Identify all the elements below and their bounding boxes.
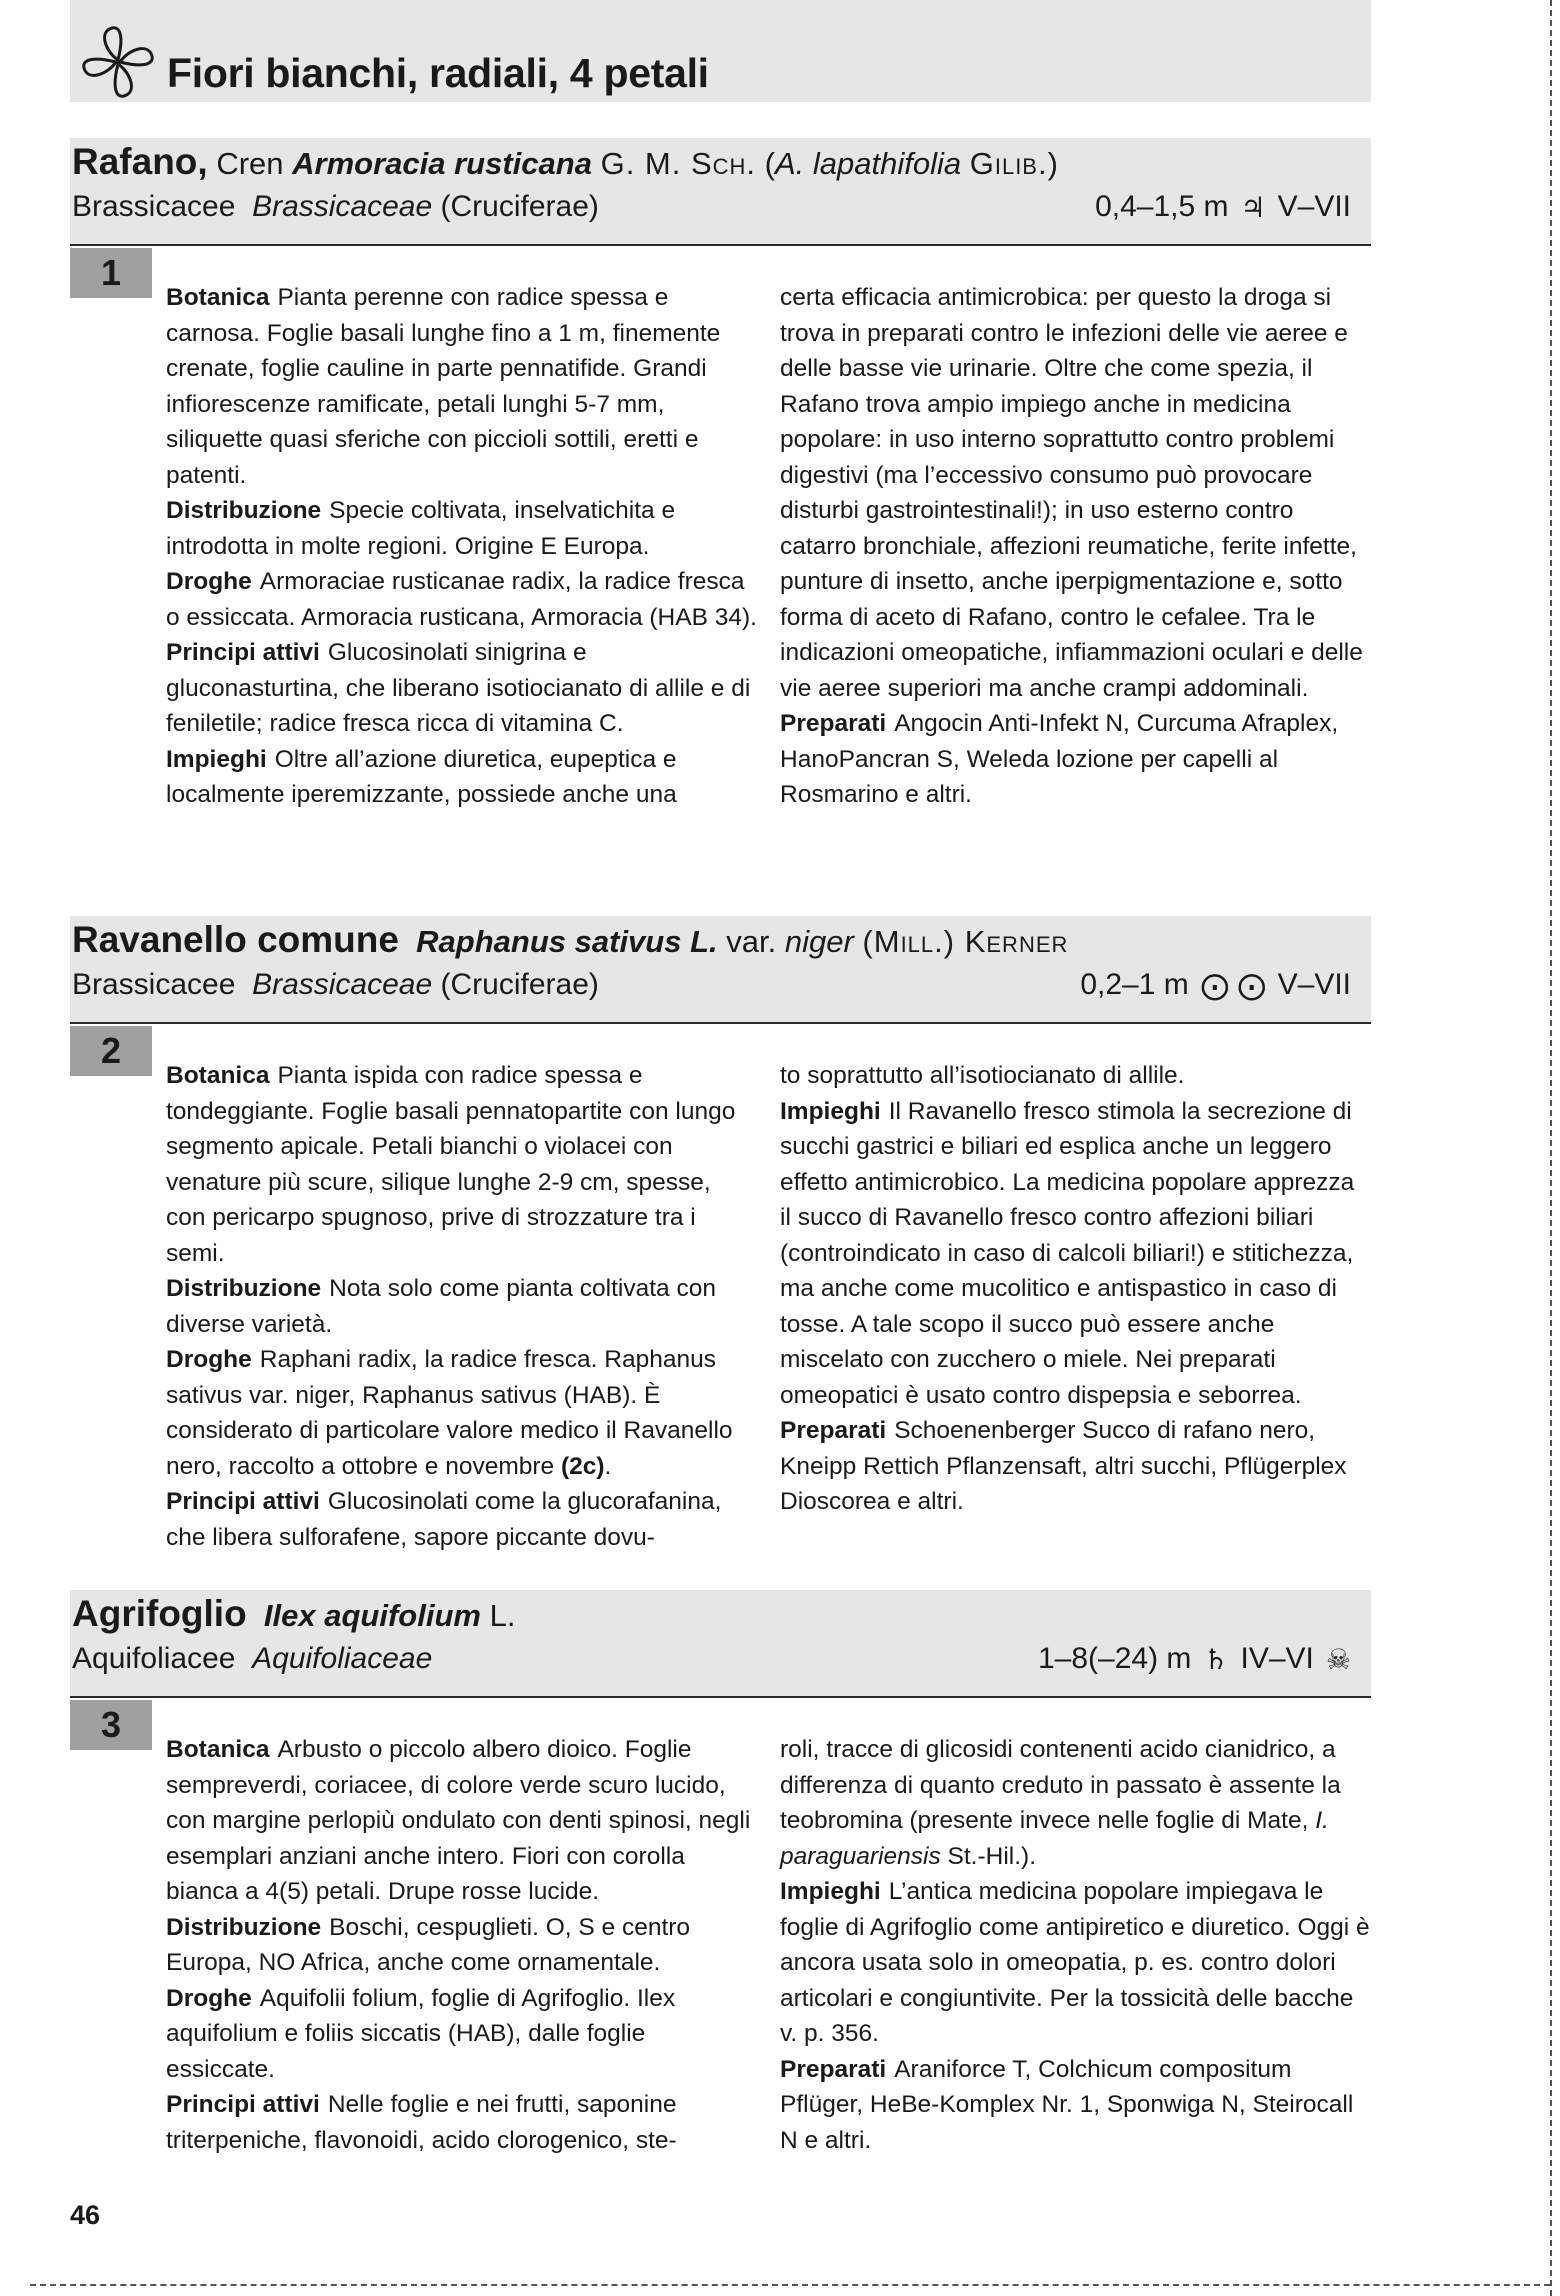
family-alternate: (Cruciferae) [440,190,599,223]
entry-body [166,280,1371,813]
paragraph: Preparati Araniforce T, Colchicum compositum Pflüger, HeBe-Komplex Nr. 1, Sponwiga N, Steirocall N e altri. [780,2055,1354,2154]
family-italian: Brassicacee [72,190,236,223]
entry-body [166,1058,1371,1555]
plant-meta [1038,1642,1351,1676]
height: 1–8(–24) m [1037,1642,1192,1675]
family-line [72,190,599,224]
height: 0,4–1,5 m [1095,190,1229,223]
four-petal-flower-icon [78,22,158,102]
paragraph: to soprattutto all’isotiocianato di allile. [780,1062,1185,1089]
flowering-period: V–VII [1277,968,1351,1001]
paragraph: roli, tracce di glicosidi contenenti acido cianidrico, a differenza di quanto creduto in passato è assente la teobromina (presente invece nelle foglie di Mate, I. paraguariensis St.-Hil.). [780,1736,1341,1870]
author: L. [489,1598,516,1633]
scientific-name: Armoracia rusticana [292,146,592,181]
perennial-icon: ♃ [1240,190,1266,224]
alt-name: Cren [216,146,284,181]
plant-meta [1080,968,1351,1002]
right-column [780,280,1371,813]
paragraph: Principi attivi Glucosinolati sinigrina e gluconasturtina, che liberano isotiocianato di allile e di feniletile; radice fresca ricca di vitamina C. [166,639,751,737]
paragraph: Distribuzione Nota solo come pianta coltivata con diverse varietà. [166,1275,716,1338]
flowering-period: IV–VI [1240,1642,1314,1675]
page-header [70,0,1371,102]
paragraph: Preparati Schoenenberger Succo di rafano nero, Kneipp Rettich Pflanzensaft, altri succhi, Pflügerplex Dioscorea e altri. [780,1417,1347,1515]
family-alternate: (Cruciferae) [440,968,599,1001]
entry-header [70,1590,1371,1698]
entry-header [70,138,1371,246]
common-name: Rafano, [72,141,208,182]
var-name: niger [784,924,854,959]
height: 0,2–1 m [1080,968,1189,1001]
paragraph: Droghe Raphani radix, la radice fresca. Raphanus sativus var. niger, Raphanus sativus (HAB). È considerato di particolare valore medico il Ravanello nero, raccolto a ottobre e novembre (2c). [166,1346,733,1480]
family-latin: Aquifoliaceae [252,1642,433,1675]
crop-mark-bottom [30,2284,1550,2286]
paragraph: Impieghi Il Ravanello fresco stimola la secrezione di succhi gastrici e biliari ed esplica anche un leggero effetto antimicrobico. La medicina popolare apprezza il succo di Ravanello fresco contro affezioni biliari (controindicato in caso di calcoli biliari!) e stitichezza, ma anche come mucolitico e antispastico in caso di tosse. A tale scopo il succo può essere anche miscelato con zucchero o miele. Nei preparati omeopatici è usato contro dispepsia e seborrea. [780,1097,1355,1409]
crop-mark-right [1550,0,1552,2296]
family-italian: Aquifoliacee [72,1642,236,1675]
family-latin: Brassicaceae [252,968,433,1001]
common-name: Ravanello comune [72,919,399,960]
family-line [72,1642,432,1676]
synonym-open: ( [764,146,775,181]
paragraph: Botanica Arbusto o piccolo albero dioico. Foglie sempreverdi, coriacee, di colore verde scuro lucido, con margine perlopiù ondulato con denti spinosi, negli esemplari anziani anche intero. Fiori con corolla bianca a 4(5) petali. Drupe rosse lucide. [166,1736,751,1905]
page-title: Fiori bianchi, radiali, 4 petali [167,50,709,96]
scientific-name: Ilex aquifolium [263,1598,481,1633]
common-name: Agrifoglio [72,1593,247,1634]
flowering-period: V–VII [1277,190,1351,223]
left-column [166,1732,757,2158]
page-number: 46 [70,2200,101,2230]
entry-header [70,916,1371,1024]
plant-entry [70,916,1371,1551]
synonym-author: Gilib. [969,146,1048,181]
family-line [72,968,599,1002]
paragraph: Impieghi L’antica medicina popolare impiegava le foglie di Agrifoglio come antipiretico e diuretico. Oggi è ancora usata solo in omeopatia, p. es. contro dolori articolari e congiuntivite. Per la tossicità delle bacche v. p. 356. [780,1878,1370,2047]
paragraph: Principi attivi Glucosinolati come la glucorafanina, che libera sulforafene, sapore piccante dovu- [166,1488,722,1551]
paragraph: Impieghi Oltre all’azione diuretica, eupeptica e localmente iperemizzante, possiede anche una [166,745,677,808]
entry-name-line [72,141,1058,183]
scientific-name: Raphanus sativus L. [416,924,718,959]
plant-entry [70,138,1371,808]
entry-body [166,1732,1371,2158]
right-column [780,1732,1371,2158]
var-label: var. [726,924,777,959]
entry-name-line [72,1593,515,1635]
synonym: A. lapathifolia [774,146,962,181]
toxic-skull-icon: ☠ [1325,1642,1351,1676]
var-author: (Mill.) Kerner [862,924,1069,959]
paragraph: certa efficacia antimicrobica: per questo la droga si trova in preparati contro le infezioni delle vie aeree e delle basse vie urinarie. Oltre che come spezia, il Rafano trova ampio impiego anche in medicina popolare: in uso interno soprattutto contro problemi digestivi (ma l’eccessivo consumo può provocare disturbi gastrointestinali!); in uso esterno contro catarro bronchiale, affezioni reumatiche, ferite infette, punture di insetto, anche iperpigmentazione e, sotto forma di aceto di Rafano, contro le cefalee. Tra le indicazioni omeopatiche, infiammazioni oculari e delle vie aeree superiori ma anche crampi addominali. [780,284,1363,702]
family-latin: Brassicaceae [252,190,433,223]
shrub-icon: ♄ [1203,1642,1229,1676]
family-italian: Brassicacee [72,968,236,1001]
paragraph: Botanica Pianta ispida con radice spessa e tondeggiante. Foglie basali pennatopartite con lungo segmento apicale. Petali bianchi o violacei con venature più scure, silique lunghe 2-9 cm, spesse, con pericarpo spugnoso, prive di strozzature tra i semi. [166,1062,736,1267]
paragraph: Droghe Armoraciae rusticanae radix, la radice fresca o essiccata. Armoracia rusticana, Armoracia (HAB 34). [166,568,757,631]
entry-number: 1 [70,248,152,298]
author: G. M. Sch. [600,146,757,181]
paragraph: Botanica Pianta perenne con radice spessa e carnosa. Foglie basali lunghe fino a 1 m, finemente crenate, foglie cauline in parte pennatifide. Grandi infiorescenze ramificate, petali lunghi 5-7 mm, siliquette quasi sferiche con piccioli sottili, eretti e patenti. [166,284,721,489]
entry-name-line [72,919,1068,961]
synonym-close: ) [1047,146,1058,181]
paragraph: Distribuzione Specie coltivata, inselvatichita e introdotta in molte regioni. Origine E Europa. [166,497,676,560]
left-column [166,280,757,813]
plant-entry [70,1590,1371,2154]
plant-meta [1095,190,1351,224]
annual-biennial-icon: ⨀ ⨀ [1200,968,1266,1002]
entry-number: 3 [70,1700,152,1750]
right-column [780,1058,1371,1555]
left-column [166,1058,757,1555]
entry-number: 2 [70,1026,152,1076]
paragraph: Preparati Angocin Anti-Infekt N, Curcuma Afraplex, HanoPancran S, Weleda lozione per capelli al Rosmarino e altri. [780,710,1339,808]
paragraph: Principi attivi Nelle foglie e nei frutti, saponine triterpeniche, flavonoidi, acido clorogenico, ste- [166,2091,677,2154]
paragraph: Distribuzione Boschi, cespuglieti. O, S e centro Europa, NO Africa, anche come ornamentale. [166,1913,691,1976]
paragraph: Droghe Aquifolii folium, foglie di Agrifoglio. Ilex aquifolium e foliis siccatis (HAB), dalle foglie essiccate. [166,1984,676,2083]
